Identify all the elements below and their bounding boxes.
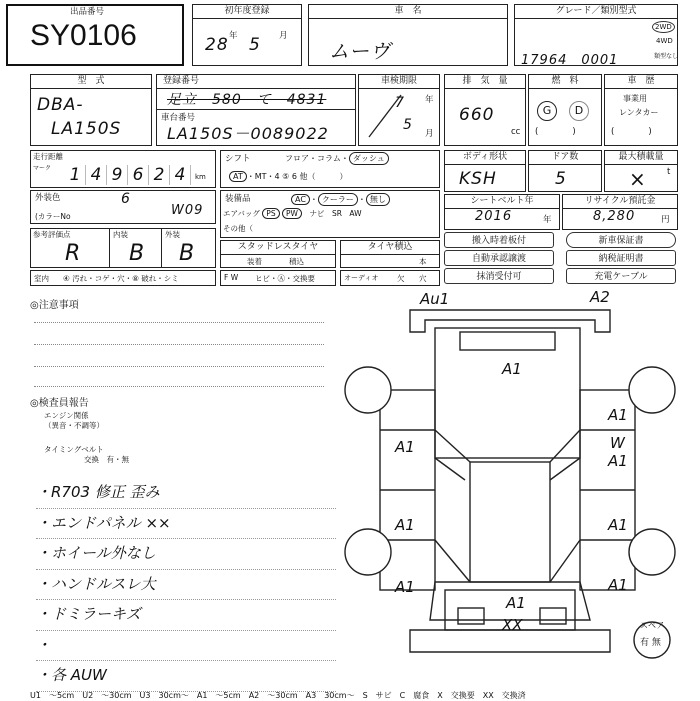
fuel-box — [528, 74, 602, 146]
registration-divider — [157, 109, 355, 110]
engine-sub: （異音・不調等） — [44, 421, 104, 430]
diagram-label-xx: XX — [502, 616, 523, 634]
fw-row — [220, 270, 336, 286]
handwritten-note: ・ハンドルスレ大 — [36, 570, 336, 601]
displacement-header: 排 気 量 — [445, 75, 525, 89]
diagram-label-right-a1: A1 — [608, 452, 628, 470]
car-damage-diagram — [340, 290, 690, 690]
grade-code: 17964 0001 — [521, 53, 619, 68]
inspection-box — [358, 74, 440, 146]
recycle-value: 8,280 — [593, 209, 636, 224]
interior-row — [30, 270, 216, 286]
exterior-color-label: (カラーNo — [35, 212, 71, 221]
check-warranty: 新車保証書 — [566, 232, 676, 248]
check-cancel: 抹消受付可 — [444, 268, 554, 284]
notes-header: ◎注意事項 — [30, 300, 79, 311]
check-carry-in: 搬入時着板付 — [444, 232, 554, 248]
studless-header: スタッドレスタイヤ — [221, 241, 335, 255]
timing-label: タイミングベルト — [44, 445, 104, 454]
capacity-value: × — [629, 167, 647, 191]
handwritten-note: ・R703 修正 歪み — [36, 478, 336, 509]
shift-floor: フロア — [285, 154, 309, 163]
equipment-sr: SR — [331, 209, 342, 218]
mileage-mark: マーク — [33, 165, 52, 172]
shift-mt: MT — [254, 172, 267, 181]
chassis-number: LA150S－0089022 — [167, 124, 329, 143]
first-reg-year: 28 — [205, 35, 229, 55]
diagram-label-left-mid: A1 — [395, 516, 415, 534]
equipment-aw: AW — [349, 209, 362, 218]
score-divider-1 — [109, 229, 110, 267]
shift-column: コラム — [317, 154, 341, 163]
studless-load: 積込 — [289, 257, 304, 266]
studless-std: 装着 — [247, 257, 262, 266]
fuel-gas-option: G — [537, 101, 557, 121]
mileage-box — [30, 150, 216, 188]
spare-value: 有 無 — [640, 638, 661, 648]
handwritten-note: ・ホイール外なし — [36, 539, 336, 570]
exterior-color-number: W09 — [171, 203, 204, 218]
mileage-digit: 1 — [65, 165, 86, 185]
timing-sub: 交換 有・無 — [84, 455, 129, 464]
capacity-box — [604, 150, 678, 192]
equipment-ac: AC — [291, 194, 310, 205]
score-box — [30, 228, 216, 268]
interior-row-label: 室内 — [34, 274, 49, 283]
fuel-header: 燃 料 — [529, 75, 601, 89]
displacement-value: 660 — [459, 105, 495, 125]
equipment-other: その他（ — [223, 224, 253, 233]
grade-circle: 2WD — [652, 21, 675, 33]
model-header: 型 式 — [31, 75, 151, 89]
mileage-header: 走行距離 — [33, 152, 63, 161]
equipment-navi: ナビ — [309, 209, 325, 218]
fw-row-label: F W — [224, 273, 239, 282]
equipment-cooler: クーラー — [318, 193, 358, 206]
diagram-label-rear: A1 — [506, 594, 526, 612]
shift-options: フロア・コラム・ ダッシュ — [285, 152, 389, 165]
note-line — [34, 322, 324, 323]
seatbelt-year: 2016 — [475, 209, 513, 224]
doors-header: ドア数 — [529, 151, 601, 165]
capacity-unit: t — [667, 167, 671, 177]
registration-box — [156, 74, 356, 146]
model-box — [30, 74, 152, 146]
equipment-none: 無し — [366, 193, 390, 206]
lot-number-header: 出品番号 — [70, 7, 105, 17]
check-tax: 納税証明書 — [566, 250, 676, 266]
interior-score: B — [129, 241, 146, 266]
mileage-digit: 9 — [107, 165, 128, 185]
registration-number: 足立 580 て 4831 — [167, 92, 327, 108]
body-type: KSH — [459, 169, 497, 189]
interior-score-header: 内装 — [113, 230, 128, 239]
tire-stock-header: タイヤ積込 — [341, 241, 439, 255]
mileage-digit: 4 — [170, 165, 191, 185]
shift-type: AT ・MT・4 ⑤ 6 他（ ） — [229, 171, 348, 182]
handwritten-note: ・各 AUW — [36, 661, 336, 692]
recycle-unit: 円 — [661, 215, 670, 225]
equipment-pw: PW — [282, 208, 302, 219]
diagram-label-right-mid: A1 — [608, 516, 628, 534]
check-charge-cable: 充電ケーブル — [566, 268, 676, 284]
mileage-digit: 4 — [86, 165, 107, 185]
exterior-color-code: 6 — [121, 191, 131, 207]
equipment-ps: PS — [262, 208, 279, 219]
grade-4wd: 4WD — [656, 37, 673, 45]
exterior-score: B — [179, 241, 196, 266]
capacity-header: 最大積載量 — [605, 151, 677, 165]
displacement-box — [444, 74, 526, 146]
usage-rental: レンタカー — [619, 108, 659, 117]
usage-other: ( ) — [611, 127, 652, 137]
damage-legend: U1 ～5cm U2 ～30cm U3 30cm～ A1 ～5cm A2 ～30cm A3 30cm～ S サビ C 腐食 X 交換要 XX 交換済 — [30, 691, 526, 700]
body-type-header: ボディ形状 — [445, 151, 525, 165]
chassis-header: 車台番号 — [161, 113, 196, 123]
equipment-ac-row: AC ・ クーラー ・ 無し — [291, 193, 390, 206]
recycle-header: リサイクル預託金 — [563, 195, 677, 209]
shift-header: シフト — [225, 154, 251, 164]
handwritten-note: ・ — [36, 631, 336, 662]
diagram-label-hood: A1 — [502, 360, 522, 378]
diagram-label-left-rear: A1 — [395, 578, 415, 596]
recycle-box — [562, 194, 678, 230]
body-type-box — [444, 150, 526, 192]
inspection-year-unit: 年 — [425, 95, 434, 105]
spare-label: スペア — [640, 621, 664, 630]
diagram-label-w: W — [610, 434, 625, 452]
usage-business: 事業用 — [623, 94, 647, 103]
note-line — [34, 344, 324, 345]
mileage-unit: km — [195, 173, 206, 181]
first-registration-box — [192, 4, 302, 66]
mileage-digit: 2 — [149, 165, 170, 185]
handwritten-note: ・ドミラーキズ — [36, 600, 336, 631]
audio-no: 穴 — [419, 274, 427, 283]
shift-speeds: 4 ⑤ 6 他（ ） — [274, 172, 348, 181]
equipment-box — [220, 190, 440, 238]
fuel-diesel-option: D — [569, 101, 589, 121]
equipment-row2 — [223, 208, 362, 219]
model-line2: LA150S — [51, 119, 122, 139]
year-unit: 年 — [229, 31, 238, 41]
grade-header: グレード／類別型式 — [515, 5, 677, 19]
tire-stock-box — [340, 240, 440, 268]
mileage-digit: 6 — [128, 165, 149, 185]
seatbelt-year-unit: 年 — [543, 215, 552, 225]
studless-box — [220, 240, 336, 268]
handwritten-notes — [36, 478, 336, 692]
audio-yes: 欠 — [397, 274, 405, 283]
tire-stock-unit: 本 — [419, 257, 427, 266]
inspection-month-unit: 月 — [425, 129, 434, 139]
car-name-box — [308, 4, 508, 66]
car-name: ムーヴ — [329, 39, 391, 63]
seatbelt-year-box — [444, 194, 560, 230]
note-line — [34, 386, 324, 387]
exterior-color-header: 外装色 — [35, 193, 61, 203]
diagram-label-right-front: A1 — [608, 406, 628, 424]
check-transfer: 自動承認譲渡 — [444, 250, 554, 266]
inspection-header: 車検期限 — [359, 75, 439, 89]
registration-header: 登録番号 — [157, 75, 355, 89]
seatbelt-year-header: シートベルト年 — [445, 195, 559, 209]
audio-row-label: オーディオ — [344, 274, 379, 282]
interior-row-items: ④ 汚れ・コゲ・穴・⑧ 破れ・シミ — [63, 274, 179, 283]
inspection-year: 7 — [395, 95, 405, 111]
mileage-digits — [65, 165, 191, 185]
usage-box — [604, 74, 678, 146]
exterior-score-header: 外装 — [165, 230, 180, 239]
note-line — [34, 366, 324, 367]
shift-dash: ダッシュ — [349, 152, 389, 165]
diagram-label-left-front: A1 — [395, 438, 415, 456]
overall-score: R — [65, 241, 82, 266]
inspector-header: ◎検査員報告 — [30, 398, 89, 409]
equipment-header: 装備品 — [225, 194, 251, 204]
audio-row — [340, 270, 440, 286]
model-line1: DBA- — [37, 95, 84, 115]
first-registration-header: 初年度登録 — [193, 5, 301, 19]
grade-tag: 類型なし — [654, 53, 679, 60]
first-reg-month: 5 — [249, 35, 261, 55]
shift-box — [220, 150, 440, 188]
diagram-label-right-rear: A1 — [608, 576, 628, 594]
fw-row-items: ヒビ・Ⓐ・交換要 — [255, 274, 315, 283]
score-divider-2 — [161, 229, 162, 267]
doors-value: 5 — [555, 169, 567, 189]
fuel-other: ( ) — [535, 127, 576, 137]
diagram-label-a2: A2 — [590, 290, 610, 306]
usage-header: 車 歴 — [605, 75, 677, 89]
exterior-color-box — [30, 190, 216, 224]
car-name-header: 車 名 — [309, 5, 507, 19]
month-unit: 月 — [279, 31, 288, 41]
shift-at: AT — [229, 171, 247, 182]
inspection-month: 5 — [403, 117, 413, 133]
doors-box — [528, 150, 602, 192]
diagram-label-au1: Au1 — [420, 290, 450, 308]
grade-box — [514, 4, 678, 66]
engine-label: エンジン関係 — [44, 411, 89, 420]
eval-score-header: 参考評価点 — [33, 230, 71, 239]
lot-number-text: SY0106 — [30, 19, 137, 52]
equipment-airbag: エアバッグ — [223, 209, 260, 218]
displacement-unit: cc — [511, 127, 521, 137]
handwritten-note: ・エンドパネル ×× — [36, 509, 336, 540]
